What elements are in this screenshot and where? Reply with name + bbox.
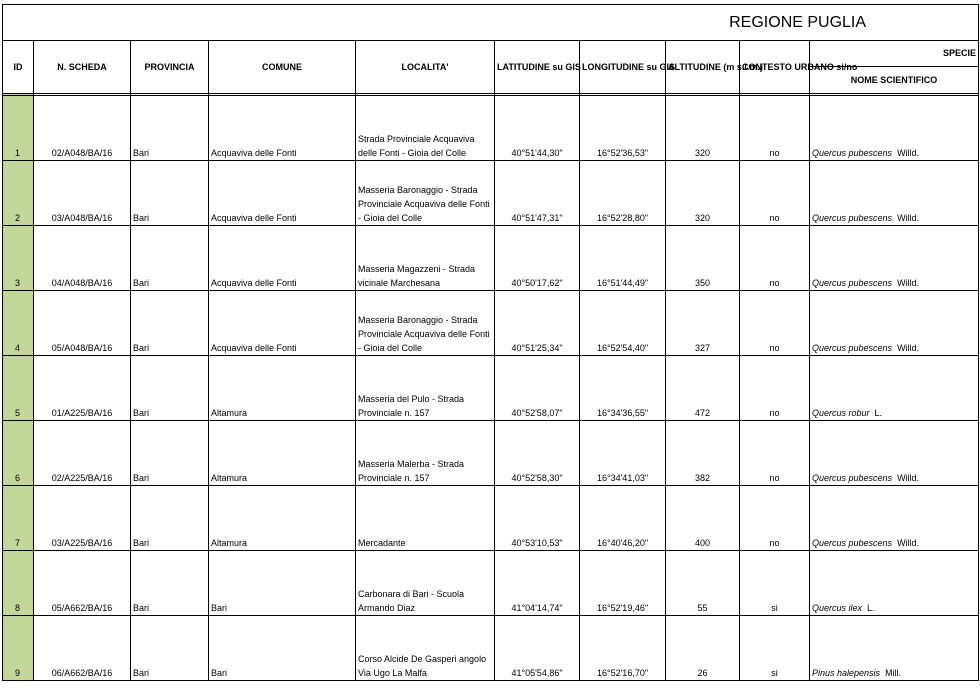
species-name: Quercus pubescens [812, 538, 893, 548]
cell-id[interactable]: 7 [3, 486, 34, 551]
header-localita[interactable]: LOCALITA' [356, 41, 495, 94]
cell-provincia[interactable]: Bari [131, 291, 209, 356]
cell-nome-scientifico[interactable] [810, 291, 979, 356]
cell-contesto-urbano[interactable]: no [740, 291, 810, 356]
table-row[interactable] [3, 486, 979, 551]
cell-nome-scientifico[interactable] [810, 486, 979, 551]
cell-scheda[interactable]: 04/A048/BA/16 [34, 226, 131, 291]
species-name: Quercus pubescens [812, 278, 893, 288]
table-row[interactable] [3, 96, 979, 161]
cell-longitudine[interactable]: 16°51'44,49" [580, 226, 666, 291]
species-author: Willd. [897, 343, 920, 353]
species-author: Willd. [897, 278, 920, 288]
table-row[interactable] [3, 616, 979, 681]
cell-localita[interactable]: Masseria del Pulo - Strada Provinciale n. 157 [356, 356, 495, 421]
species-name: Pinus halepensis [812, 668, 881, 678]
species-author: Willd. [897, 148, 920, 158]
species-name: Quercus pubescens [812, 473, 893, 483]
cell-contesto-urbano[interactable]: no [740, 96, 810, 161]
table-row[interactable] [3, 421, 979, 486]
header-altitudine[interactable]: ALTITUDINE (m s.l.m.) [666, 41, 740, 94]
cell-scheda[interactable]: 05/A048/BA/16 [34, 291, 131, 356]
table-row[interactable] [3, 226, 979, 291]
cell-id[interactable]: 6 [3, 421, 34, 486]
cell-nome-scientifico[interactable] [810, 96, 979, 161]
cell-localita[interactable]: Carbonara di Bari - Scuola Armando Diaz [356, 551, 495, 616]
cell-comune[interactable]: Acquaviva delle Fonti [209, 161, 356, 226]
cell-localita[interactable]: Masseria Baronaggio - Strada Provinciale Acquaviva delle Fonti - Gioia del Colle [356, 161, 495, 226]
cell-provincia[interactable]: Bari [131, 421, 209, 486]
header-nome-scientifico[interactable]: NOME SCIENTIFICO [810, 67, 979, 94]
cell-altitudine[interactable]: 382 [666, 421, 740, 486]
cell-id[interactable]: 5 [3, 356, 34, 421]
cell-id[interactable]: 8 [3, 551, 34, 616]
cell-altitudine[interactable]: 350 [666, 226, 740, 291]
cell-longitudine[interactable]: 16°34'41,03" [580, 421, 666, 486]
cell-latitudine[interactable]: 40°50'17,62" [495, 226, 580, 291]
cell-longitudine[interactable]: 16°52'36,53" [580, 96, 666, 161]
cell-scheda[interactable]: 06/A662/BA/16 [34, 616, 131, 681]
cell-altitudine[interactable]: 400 [666, 486, 740, 551]
header-provincia[interactable]: PROVINCIA [131, 41, 209, 94]
species-author: L. [874, 408, 883, 418]
cell-provincia[interactable]: Bari [131, 356, 209, 421]
cell-comune[interactable]: Acquaviva delle Fonti [209, 226, 356, 291]
cell-contesto-urbano[interactable]: si [740, 616, 810, 681]
cell-latitudine[interactable]: 41°04'14,74" [495, 551, 580, 616]
cell-nome-scientifico[interactable] [810, 551, 979, 616]
cell-contesto-urbano[interactable]: no [740, 226, 810, 291]
cell-scheda[interactable]: 02/A225/BA/16 [34, 421, 131, 486]
table-row[interactable] [3, 161, 979, 226]
cell-altitudine[interactable]: 320 [666, 96, 740, 161]
cell-latitudine[interactable]: 40°51'25,34" [495, 291, 580, 356]
cell-latitudine[interactable]: 40°53'10,53" [495, 486, 580, 551]
cell-scheda[interactable]: 05/A662/BA/16 [34, 551, 131, 616]
cell-scheda[interactable]: 03/A225/BA/16 [34, 486, 131, 551]
region-title: REGIONE PUGLIA [3, 5, 979, 41]
cell-longitudine[interactable]: 16°52'16,70" [580, 616, 666, 681]
header-contesto[interactable]: CONTESTO URBANO si/no [740, 41, 810, 94]
cell-provincia[interactable]: Bari [131, 161, 209, 226]
species-name: Quercus robur [812, 408, 870, 418]
cell-scheda[interactable]: 02/A048/BA/16 [34, 96, 131, 161]
cell-altitudine[interactable]: 55 [666, 551, 740, 616]
cell-contesto-urbano[interactable]: si [740, 551, 810, 616]
cell-contesto-urbano[interactable]: no [740, 161, 810, 226]
cell-comune[interactable]: Altamura [209, 356, 356, 421]
cell-latitudine[interactable]: 40°52'58,07" [495, 356, 580, 421]
cell-id[interactable]: 3 [3, 226, 34, 291]
species-author: Willd. [897, 473, 920, 483]
cell-provincia[interactable]: Bari [131, 616, 209, 681]
cell-altitudine[interactable]: 320 [666, 161, 740, 226]
cell-longitudine[interactable]: 16°52'54,40" [580, 291, 666, 356]
cell-comune[interactable]: Altamura [209, 421, 356, 486]
cell-nome-scientifico[interactable] [810, 421, 979, 486]
cell-longitudine[interactable]: 16°34'36,55" [580, 356, 666, 421]
cell-nome-scientifico[interactable] [810, 161, 979, 226]
cell-contesto-urbano[interactable]: no [740, 486, 810, 551]
header-specie[interactable]: SPECIE [810, 41, 979, 67]
cell-provincia[interactable]: Bari [131, 551, 209, 616]
cell-localita[interactable]: Mercadante [356, 486, 495, 551]
header-latitudine[interactable]: LATITUDINE su GIS [495, 41, 580, 94]
cell-scheda[interactable]: 03/A048/BA/16 [34, 161, 131, 226]
cell-latitudine[interactable]: 40°52'58,30" [495, 421, 580, 486]
cell-nome-scientifico[interactable] [810, 616, 979, 681]
species-author: Willd. [897, 538, 920, 548]
species-name: Quercus pubescens [812, 213, 893, 223]
cell-nome-scientifico[interactable] [810, 356, 979, 421]
cell-longitudine[interactable]: 16°52'28,80" [580, 161, 666, 226]
cell-altitudine[interactable]: 327 [666, 291, 740, 356]
header-longitudine[interactable]: LONGITUDINE su GIS [580, 41, 666, 94]
species-author: L. [867, 603, 875, 613]
header-id[interactable]: ID [3, 41, 34, 94]
table-row[interactable] [3, 291, 979, 356]
header-scheda[interactable]: N. SCHEDA [34, 41, 131, 94]
cell-id[interactable]: 1 [3, 96, 34, 161]
cell-longitudine[interactable]: 16°40'46,20" [580, 486, 666, 551]
header-comune[interactable]: COMUNE [209, 41, 356, 94]
species-author: Willd. [897, 213, 920, 223]
cell-latitudine[interactable]: 41°05'54,86" [495, 616, 580, 681]
cell-longitudine[interactable]: 16°52'19,46" [580, 551, 666, 616]
cell-scheda[interactable]: 01/A225/BA/16 [34, 356, 131, 421]
cell-comune[interactable]: Bari [209, 616, 356, 681]
species-name: Quercus pubescens [812, 343, 893, 353]
cell-latitudine[interactable]: 40°51'47,31" [495, 161, 580, 226]
cell-contesto-urbano[interactable]: no [740, 421, 810, 486]
cell-altitudine[interactable]: 472 [666, 356, 740, 421]
cell-comune[interactable]: Acquaviva delle Fonti [209, 291, 356, 356]
cell-altitudine[interactable]: 26 [666, 616, 740, 681]
cell-nome-scientifico[interactable] [810, 226, 979, 291]
cell-localita[interactable]: Masseria Malerba - Strada Provinciale n. 157 [356, 421, 495, 486]
cell-localita[interactable]: Corso Alcide De Gasperi angolo Via Ugo La Malfa [356, 616, 495, 681]
cell-id[interactable]: 9 [3, 616, 34, 681]
cell-localita[interactable]: Strada Provinciale Acquaviva delle Fonti - Gioia del Colle [356, 96, 495, 161]
cell-provincia[interactable]: Bari [131, 96, 209, 161]
cell-comune[interactable]: Altamura [209, 486, 356, 551]
cell-provincia[interactable]: Bari [131, 226, 209, 291]
table-row[interactable] [3, 356, 979, 421]
trees-table [2, 4, 979, 681]
cell-localita[interactable]: Masseria Baronaggio - Strada Provinciale Acquaviva delle Fonti - Gioia del Colle [356, 291, 495, 356]
cell-id[interactable]: 4 [3, 291, 34, 356]
cell-contesto-urbano[interactable]: no [740, 356, 810, 421]
cell-comune[interactable]: Acquaviva delle Fonti [209, 96, 356, 161]
cell-provincia[interactable]: Bari [131, 486, 209, 551]
species-name: Quercus ilex [812, 603, 863, 613]
species-author: Mill. [885, 668, 902, 678]
cell-comune[interactable]: Bari [209, 551, 356, 616]
cell-localita[interactable]: Masseria Magazzeni - Strada vicinale Marchesana [356, 226, 495, 291]
table-row[interactable] [3, 551, 979, 616]
cell-id[interactable]: 2 [3, 161, 34, 226]
species-name: Quercus pubescens [812, 148, 893, 158]
cell-latitudine[interactable]: 40°51'44,30" [495, 96, 580, 161]
